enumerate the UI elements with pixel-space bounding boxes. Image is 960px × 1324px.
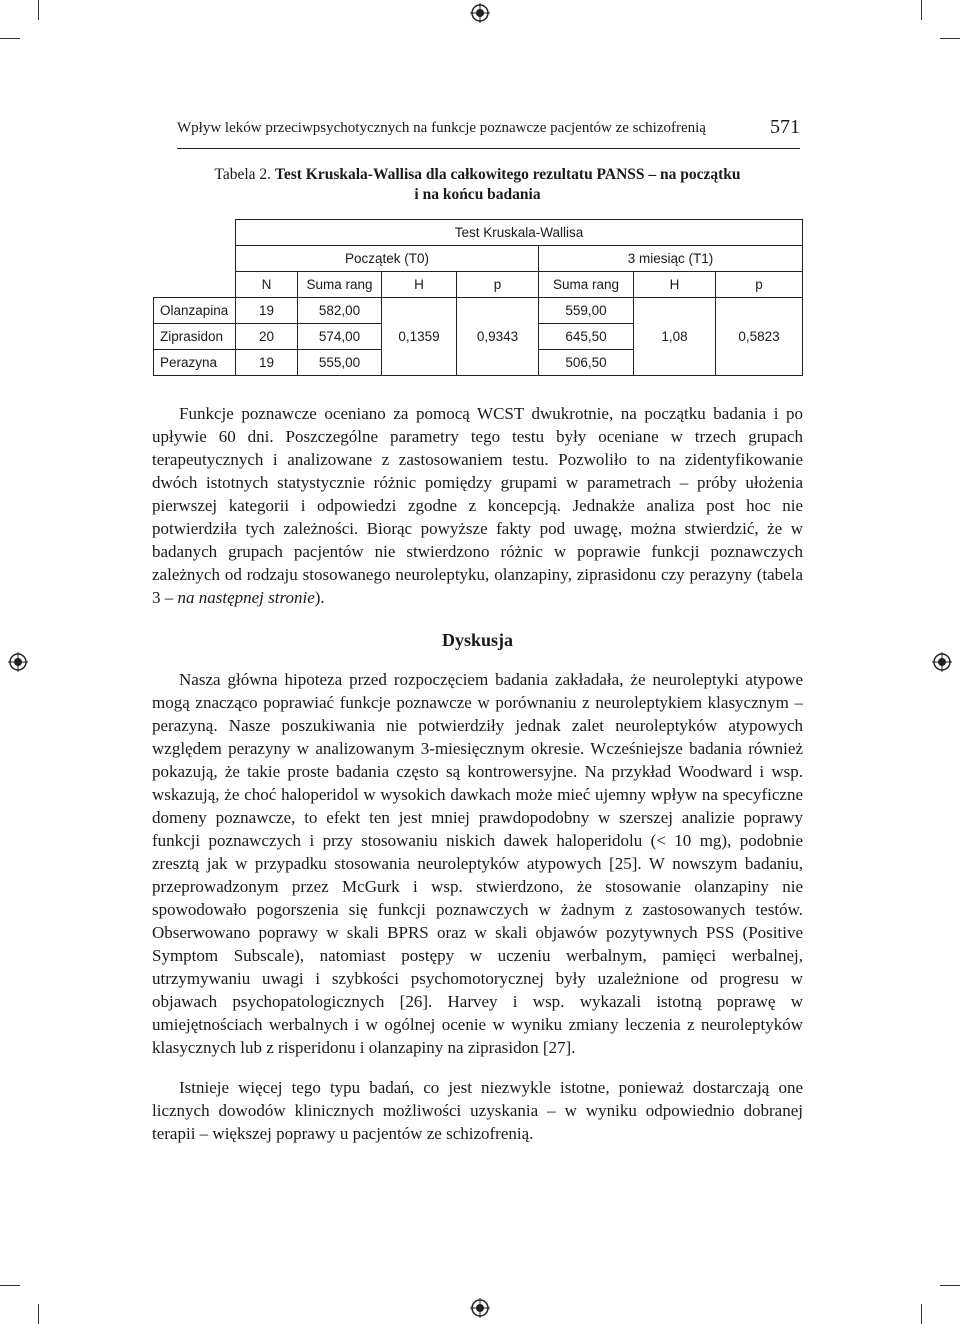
column-header: H bbox=[382, 272, 457, 298]
crop-mark bbox=[921, 1304, 922, 1324]
row-label: Olanzapina bbox=[154, 298, 236, 324]
table-cell: 645,50 bbox=[539, 324, 634, 350]
registration-mark-icon bbox=[8, 652, 28, 672]
crop-mark bbox=[0, 1285, 20, 1286]
table-cell: 574,00 bbox=[298, 324, 382, 350]
h-t0-cell: 0,1359 bbox=[382, 298, 457, 376]
column-header: N bbox=[236, 272, 298, 298]
paragraph-closing: Istnieje więcej tego typu badań, co jest niezwykle istotne, ponieważ dostarczają one licznych dowodów klinicznych możliwości uzyskania – w wyniku odpowiednio dobranej terapii – większej poprawy u pacjentów ze schizofrenią. bbox=[152, 1078, 803, 1143]
registration-mark-icon bbox=[470, 1298, 490, 1318]
registration-mark-icon bbox=[470, 3, 490, 23]
p-t1-cell: 0,5823 bbox=[716, 298, 803, 376]
table-caption bbox=[150, 165, 805, 205]
italic-reference: na następnej stronie bbox=[177, 588, 315, 607]
period-t1-header: 3 miesiąc (T1) bbox=[539, 246, 803, 272]
table-cell: 19 bbox=[236, 350, 298, 376]
table-cell: 559,00 bbox=[539, 298, 634, 324]
caption-title-line1: Test Kruskala-Wallisa dla całkowitego rezultatu PANSS – na początku bbox=[274, 166, 741, 183]
h-t1-cell: 1,08 bbox=[634, 298, 716, 376]
row-label: Ziprasidon bbox=[154, 324, 236, 350]
table-cell: 19 bbox=[236, 298, 298, 324]
caption-label: Tabela 2. bbox=[214, 166, 272, 183]
table-cell: 506,50 bbox=[539, 350, 634, 376]
crop-mark bbox=[38, 1304, 39, 1324]
running-header bbox=[177, 108, 800, 149]
table-cell: 582,00 bbox=[298, 298, 382, 324]
period-t0-header: Początek (T0) bbox=[236, 246, 539, 272]
column-header: Suma rang bbox=[298, 272, 382, 298]
table-row bbox=[154, 246, 803, 272]
registration-mark-icon bbox=[932, 652, 952, 672]
running-title: Wpływ leków przeciwpsychotycznych na funkcje poznawcze pacjentów ze schizofrenią bbox=[177, 120, 706, 136]
group-header: Test Kruskala-Wallisa bbox=[236, 220, 803, 246]
p-t0-cell: 0,9343 bbox=[457, 298, 539, 376]
page-number: 571 bbox=[770, 116, 800, 138]
crop-mark bbox=[38, 0, 39, 20]
column-header: p bbox=[716, 272, 803, 298]
paragraph-results: Funkcje poznawcze oceniano za pomocą WCST dwukrotnie, na początku badania i po upływie 60 dni. Poszczególne parametry tego testu były oceniane w trzech grupach terapeutycznych i analizowane z zastosowaniem testu. Pozwoliło to na zidentyfikowanie dwóch istotnych statystycznie różnic pomiędzy grupami w parametrach – próby ułożenia pierwszej kategorii i odpowiedzi zgodne z koncepcją. Jednakże analiza post hoc nie potwierdziła tych zależności. Biorąc powyższe fakty pod uwagę, można stwierdzić, że w badanych grupach pacjentów nie stwierdzono różnic w poprawie funkcji poznawczych zależnych od rodzaju stosowanego neuroleptyku, olanzapiny, ziprasidonu czy perazyny (tabela 3 – na następnej stronie). bbox=[152, 404, 803, 607]
paragraph-discussion: Nasza główna hipoteza przed rozpoczęciem badania zakładała, że neuroleptyki atypowe mogą znacząco poprawiać funkcje poznawcze w porównaniu z neuroleptykiem klasycznym – perazyną. Nasze poszukiwania nie potwierdziły jednak zalet neuroleptyków atypowych względem perazyny w analizowanym 3-miesięcznym okresie. Wcześniejsze badania również pokazują, że takie proste badania często są kontrowersyjne. Na przykład Woodward i wsp. wskazują, że choć haloperidol w wysokich dawkach może mieć ujemny wpływ na specyficzne domeny poznawcze, to efekt ten jest mniej prawdopodobny w szerszej analizie poprawy funkcji poznawczych i przy stosowaniu niskich dawek haloperidolu (< 10 mg), podobnie zresztą jak w przypadku stosowania neuroleptyków atypowych [25]. W nowszym badaniu, przeprowadzonym przez McGurk i wsp. stwierdzono, że stosowanie olanzapiny nie spowodowało pogorszenia się funkcji poznawczych w żadnym z zastosowanych testów. Obserwowano poprawy w skali BPRS oraz w skali objawów pozytywnych PSS (Positive Symptom Subscale), natomiast postępy w uczeniu werbalnym, pamięci werbalnej, utrzymywaniu uwagi i szybkości psychomotorycznej były uzależnione od progresu w objawach psychopatologicznych [26]. Harvey i wsp. wykazali istotną poprawę w umiejętnościach werbalnych i w ogólnej ocenie w wyniku zmiany leczenia z neuroleptyków klasycznych lub z risperidonu i olanzapiny na ziprasidon [27]. bbox=[152, 670, 803, 1057]
table-row bbox=[154, 272, 803, 298]
row-label: Perazyna bbox=[154, 350, 236, 376]
table-row bbox=[154, 220, 803, 246]
table-cell: 555,00 bbox=[298, 350, 382, 376]
caption-title-line2: i na końcu badania bbox=[414, 186, 541, 203]
column-header: Suma rang bbox=[539, 272, 634, 298]
table-cell: 20 bbox=[236, 324, 298, 350]
table-row bbox=[154, 298, 803, 324]
crop-mark bbox=[940, 1285, 960, 1286]
kruskal-wallis-table bbox=[153, 219, 803, 376]
column-header: H bbox=[634, 272, 716, 298]
crop-mark bbox=[921, 0, 922, 20]
column-header: p bbox=[457, 272, 539, 298]
section-heading: Dyskusja bbox=[441, 630, 514, 650]
crop-mark bbox=[940, 38, 960, 39]
crop-mark bbox=[0, 38, 20, 39]
